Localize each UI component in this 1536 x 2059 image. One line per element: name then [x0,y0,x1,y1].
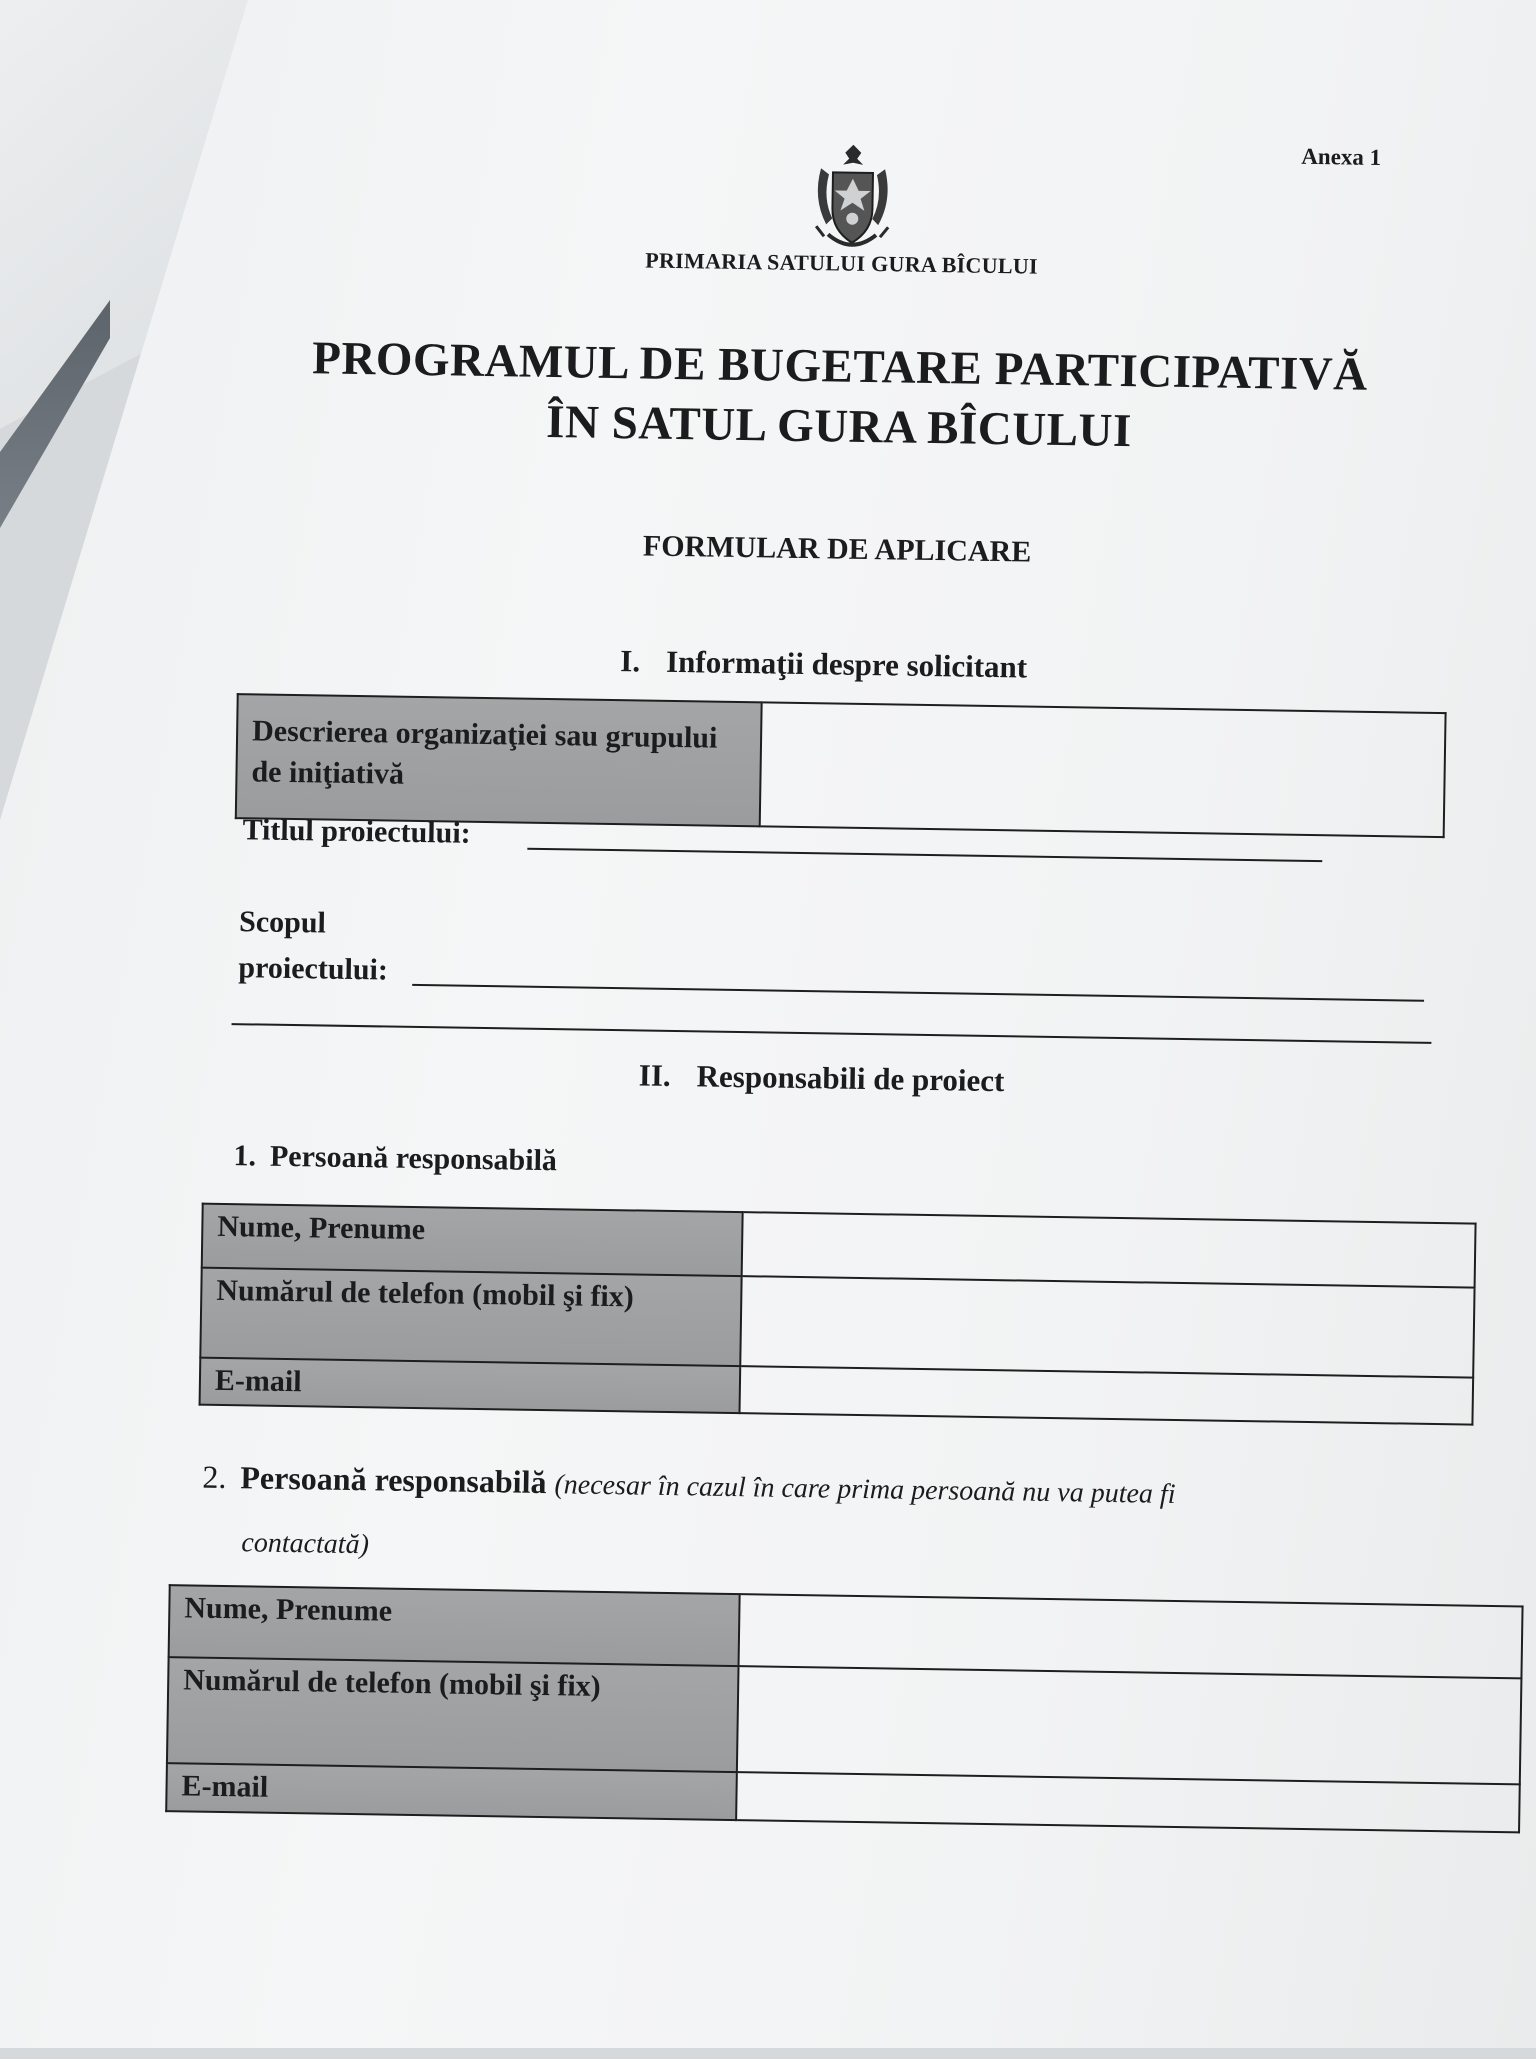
section-1-number: I. [620,643,641,679]
annex-label: Anexa 1 [1301,143,1382,171]
person-2-title: Persoană responsabilă [240,1459,547,1501]
project-purpose-field-line-2[interactable] [232,1023,1432,1044]
document-title [189,326,1491,467]
person-2-heading [202,1459,1176,1511]
person-2-number: 2. [202,1458,227,1496]
title-line-1: PROGRAMUL DE BUGETARE PARTICIPATIVĂ [311,332,1369,401]
institution-name: PRIMARIA SATULUI GURA BÎCULUI [645,247,1039,279]
organization-description-field[interactable] [760,702,1446,837]
person-1-table [199,1203,1477,1426]
project-title-label: Titlul proiectului: [242,813,471,850]
section-2-title: Responsabili de proiect [696,1058,1005,1099]
person-1-name-field[interactable] [742,1212,1476,1288]
person-2-note-continued: contactată) [241,1527,370,1561]
project-purpose-label-line-1: Scopul [238,905,327,940]
form-title: FORMULAR DE APLICARE [642,529,1032,569]
person-1-title: Persoană responsabilă [269,1139,558,1178]
person-2-note: (necesar în cazul în care prima persoană nu va putea fi [554,1469,1176,1510]
person-2-phone-label: Numărul de telefon (mobil şi fix) [167,1657,739,1772]
table-row [167,1657,1521,1784]
person-1-phone-field[interactable] [740,1276,1474,1378]
title-line-2: ÎN SATUL GURA BÎCULUI [545,396,1133,458]
section-2-heading [639,1057,1005,1099]
person-2-phone-field[interactable] [737,1666,1522,1784]
section-2-number: II. [638,1057,671,1093]
person-2-name-label: Nume, Prenume [169,1585,740,1666]
project-purpose-label-line-2: proiectului: [238,951,389,987]
coat-of-arms-icon [802,138,904,260]
person-1-number: 1. [233,1139,257,1173]
person-1-email-label: E-mail [200,1358,741,1413]
person-1-heading [233,1139,557,1178]
project-title-field[interactable] [527,848,1322,862]
person-2-email-label: E-mail [166,1763,737,1820]
section-1-title: Informaţii despre solicitant [665,643,1028,685]
organization-description-label: Descrierea organizaţiei sau grupului de iniţiativă [236,694,762,826]
project-purpose-field[interactable] [412,984,1424,1002]
person-2-name-field[interactable] [739,1594,1523,1678]
section-1-heading [620,643,1027,685]
person-1-name-label: Nume, Prenume [202,1204,743,1276]
person-2-table [165,1584,1523,1833]
person-1-phone-label: Numărul de telefon (mobil şi fix) [200,1268,741,1366]
